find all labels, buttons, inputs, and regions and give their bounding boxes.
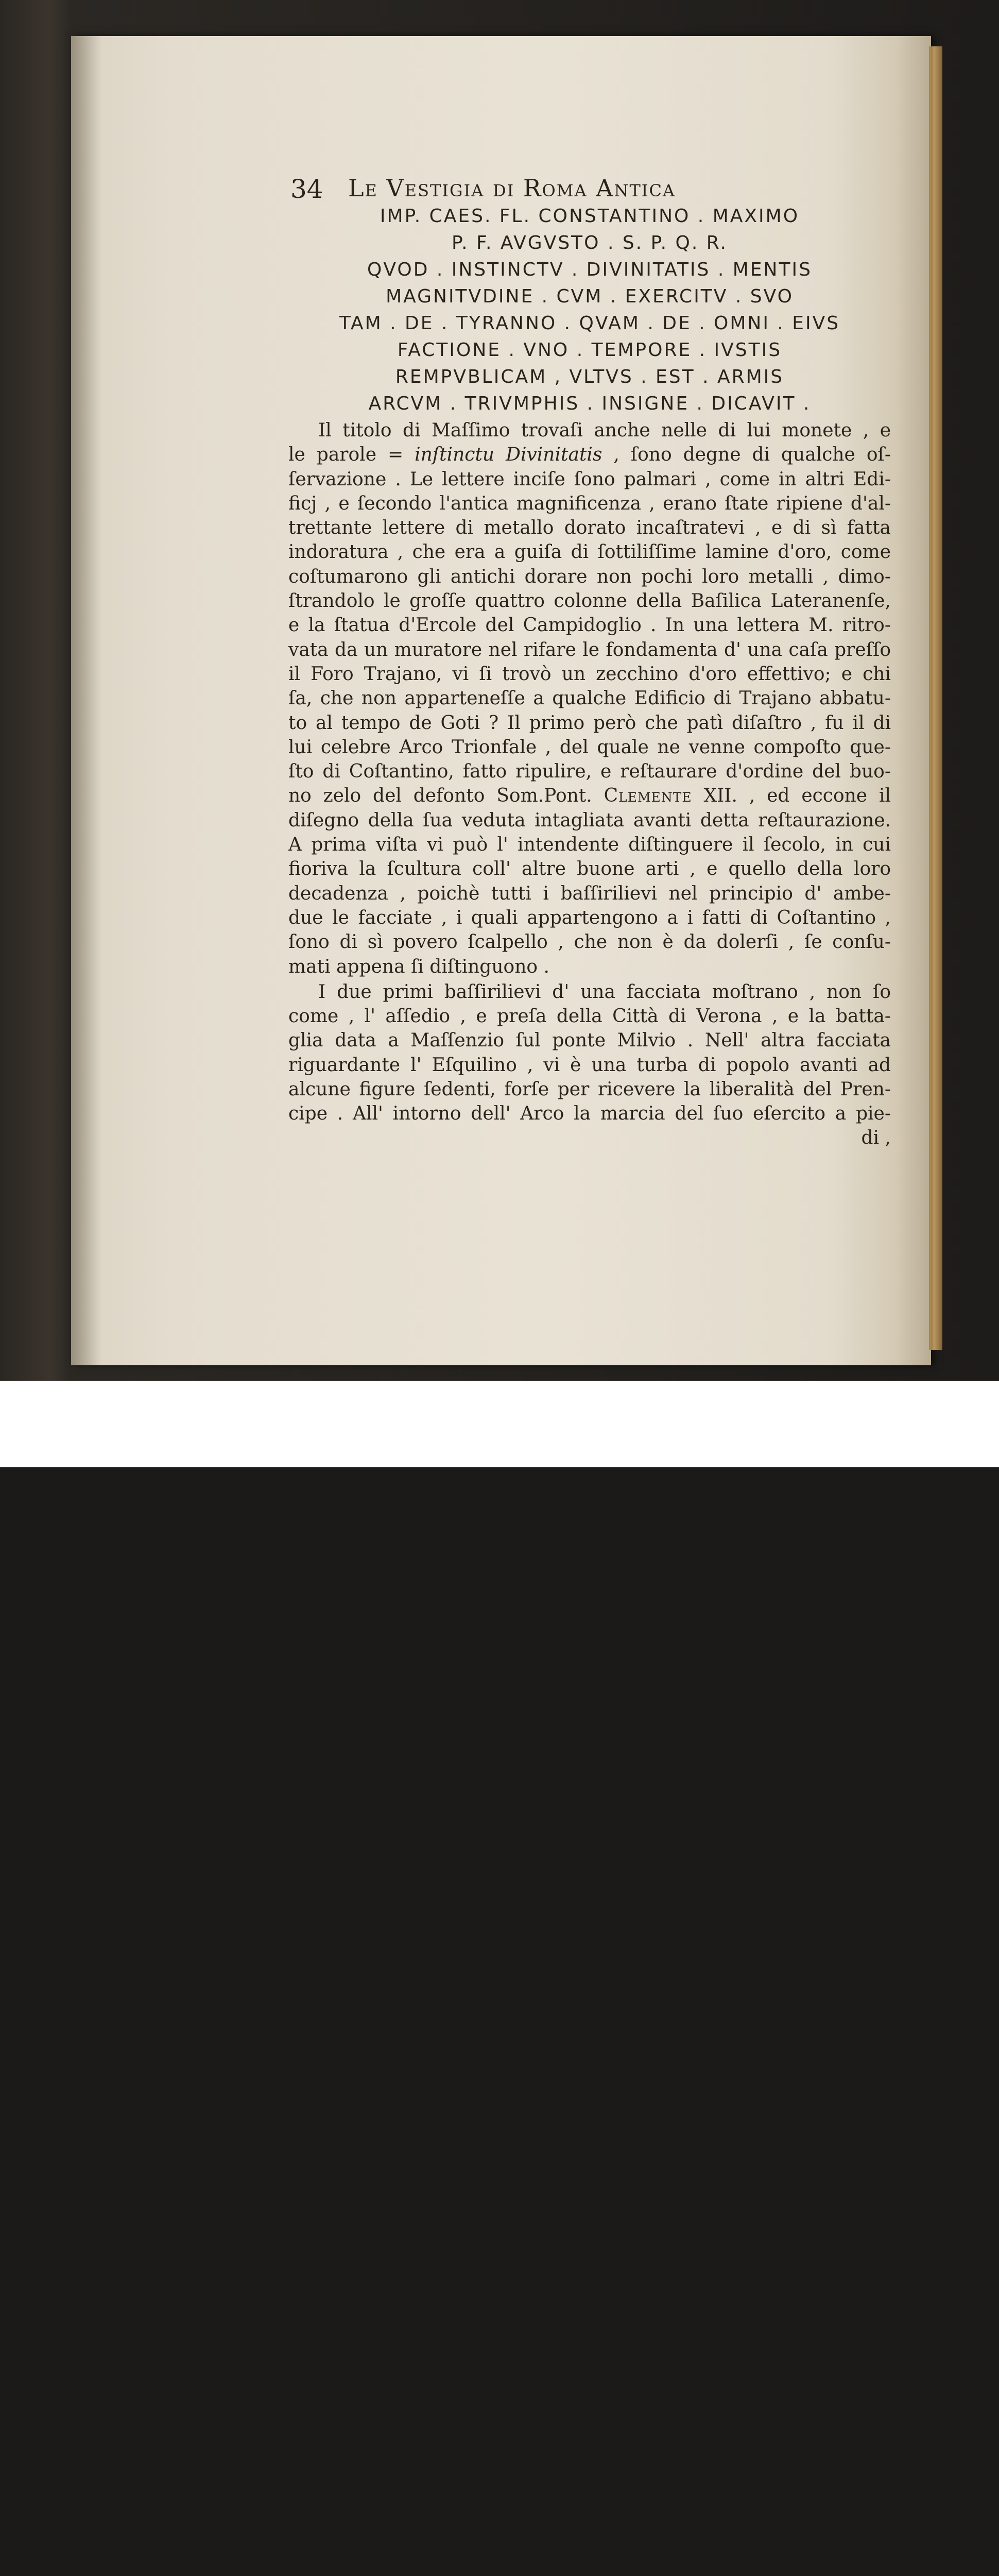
gutter-shadow — [71, 36, 102, 1365]
page-number: 34 — [290, 174, 323, 204]
paragraph-2 — [288, 980, 891, 1126]
text-fragment: XII. , ed eccone il — [692, 785, 891, 807]
text-fragment: le parole = — [288, 444, 415, 466]
inscription-line: ARCVM . TRIVMPHIS . INSIGNE . DICAVIT . — [368, 393, 811, 414]
text-line: il Foro Trajano, vi ſi trovò un zecchino d'oro effettivo; e chi — [288, 663, 891, 685]
text-line: fioriva la ſcultura coll' altre buone arti , e quello della loro — [288, 858, 891, 880]
text-line — [288, 443, 891, 467]
catchword: di , — [861, 1127, 891, 1148]
text-line: glia data a Maſſenzio ſul ponte Milvio . Nell' altra facciata — [288, 1030, 891, 1052]
text-line: ſa, che non apparteneſſe a qualche Edificio di Trajano abbatu- — [288, 688, 891, 709]
text-line: e la ſtatua d'Ercole del Campidoglio . In una lettera M. ritro- — [288, 615, 891, 636]
small-caps-name: Clemente — [604, 785, 692, 807]
text-fragment: no zelo del defonto Som.Pont. — [288, 785, 604, 807]
text-line: trettante lettere di metallo dorato incaſtratevi , e di sì fatta — [288, 517, 891, 539]
inscription-line: P. F. AVGVSTO . S. P. Q. R. — [452, 232, 728, 253]
text-line: Il titolo di Maſſimo trovaſi anche nelle di lui monete , e — [318, 420, 891, 441]
text-line: ſtrandolo le groſſe quattro colonne della Baſilica Lateranenſe, — [288, 590, 891, 612]
inscription-line: MAGNITVDINE . CVM . EXERCITV . SVO — [386, 286, 794, 307]
text-line: decadenza , poichè tutti i baſſirilievi nel principio d' ambe- — [288, 883, 891, 904]
text-line: vata da un muratore nel rifare le fondamenta d' una caſa preſſo — [288, 639, 891, 660]
text-line: mati appena ſi diſtinguono . — [288, 956, 549, 977]
text-line: alcune figure ſedenti, forſe per ricevere la liberalità del Pren- — [288, 1079, 891, 1100]
italic-phrase: inſtinctu Divinitatis — [415, 444, 602, 466]
paragraph-1 — [288, 418, 891, 979]
page-content — [288, 170, 891, 1150]
text-line: indoratura , che era a guiſa di ſottiliſſime lamine d'oro, come — [288, 541, 891, 563]
inscription-line: QVOD . INSTINCTV . DIVINITATIS . MENTIS — [367, 259, 812, 280]
inscription-block — [288, 203, 891, 417]
running-title: Le Vestigia di Roma Antica — [348, 174, 676, 202]
inscription-line: IMP. CAES. FL. CONSTANTINO . MAXIMO — [380, 206, 800, 227]
text-line: A prima viſta vi può l' intendente diſtinguere il ſecolo, in cui — [288, 834, 891, 856]
text-line: to al tempo de Goti ? Il primo però che patì diſaſtro , fu il di — [288, 712, 891, 734]
page-header — [288, 170, 891, 203]
text-line: come , l' aſſedio , e preſa della Città di Verona , e la batta- — [288, 1006, 891, 1027]
text-fragment: , ſono degne di qualche oſ- — [602, 444, 891, 466]
text-line: due le facciate , i quali appartengono a i fatti di Coſtantino , — [288, 907, 891, 928]
text-line: I due primi baſſirilievi d' una facciata moſtrano , non ſo — [318, 981, 891, 1003]
text-line: riguardante l' Eſquilino , vi è una turba di popolo avanti ad — [288, 1054, 891, 1076]
text-line: coſtumarono gli antichi dorare non pochi loro metalli , dimo- — [288, 566, 891, 587]
text-line: ſervazione . Le lettere inciſe ſono palmari , come in altri Edi- — [288, 468, 891, 490]
text-line: diſegno della ſua veduta intagliata avanti detta reſtaurazione. — [288, 809, 891, 831]
page-edge — [929, 46, 942, 1350]
text-line: lui celebre Arco Trionfale , del quale ne venne compoſto que- — [288, 736, 891, 758]
text-line: cipe . All' intorno dell' Arco la marcia del ſuo eſercito a pie- — [288, 1103, 891, 1125]
inscription-line: FACTIONE . VNO . TEMPORE . IVSTIS — [397, 340, 782, 361]
text-line: ſono di sì povero ſcalpello , che non è da dolerſi , ſe conſu- — [288, 931, 891, 953]
text-line: ficj , e ſecondo l'antica magnificenza , erano ſtate ripiene d'al- — [288, 493, 891, 514]
text-line — [288, 784, 891, 808]
inscription-line: REMPVBLICAM , VLTVS . EST . ARMIS — [395, 366, 784, 387]
text-line: ſto di Coſtantino, fatto ripulire, e reſtaurare d'ordine del buo- — [288, 761, 891, 783]
viewer-footer — [0, 1381, 999, 1467]
inscription-line: TAM . DE . TYRANNO . QVAM . DE . OMNI . EIVS — [339, 313, 840, 334]
